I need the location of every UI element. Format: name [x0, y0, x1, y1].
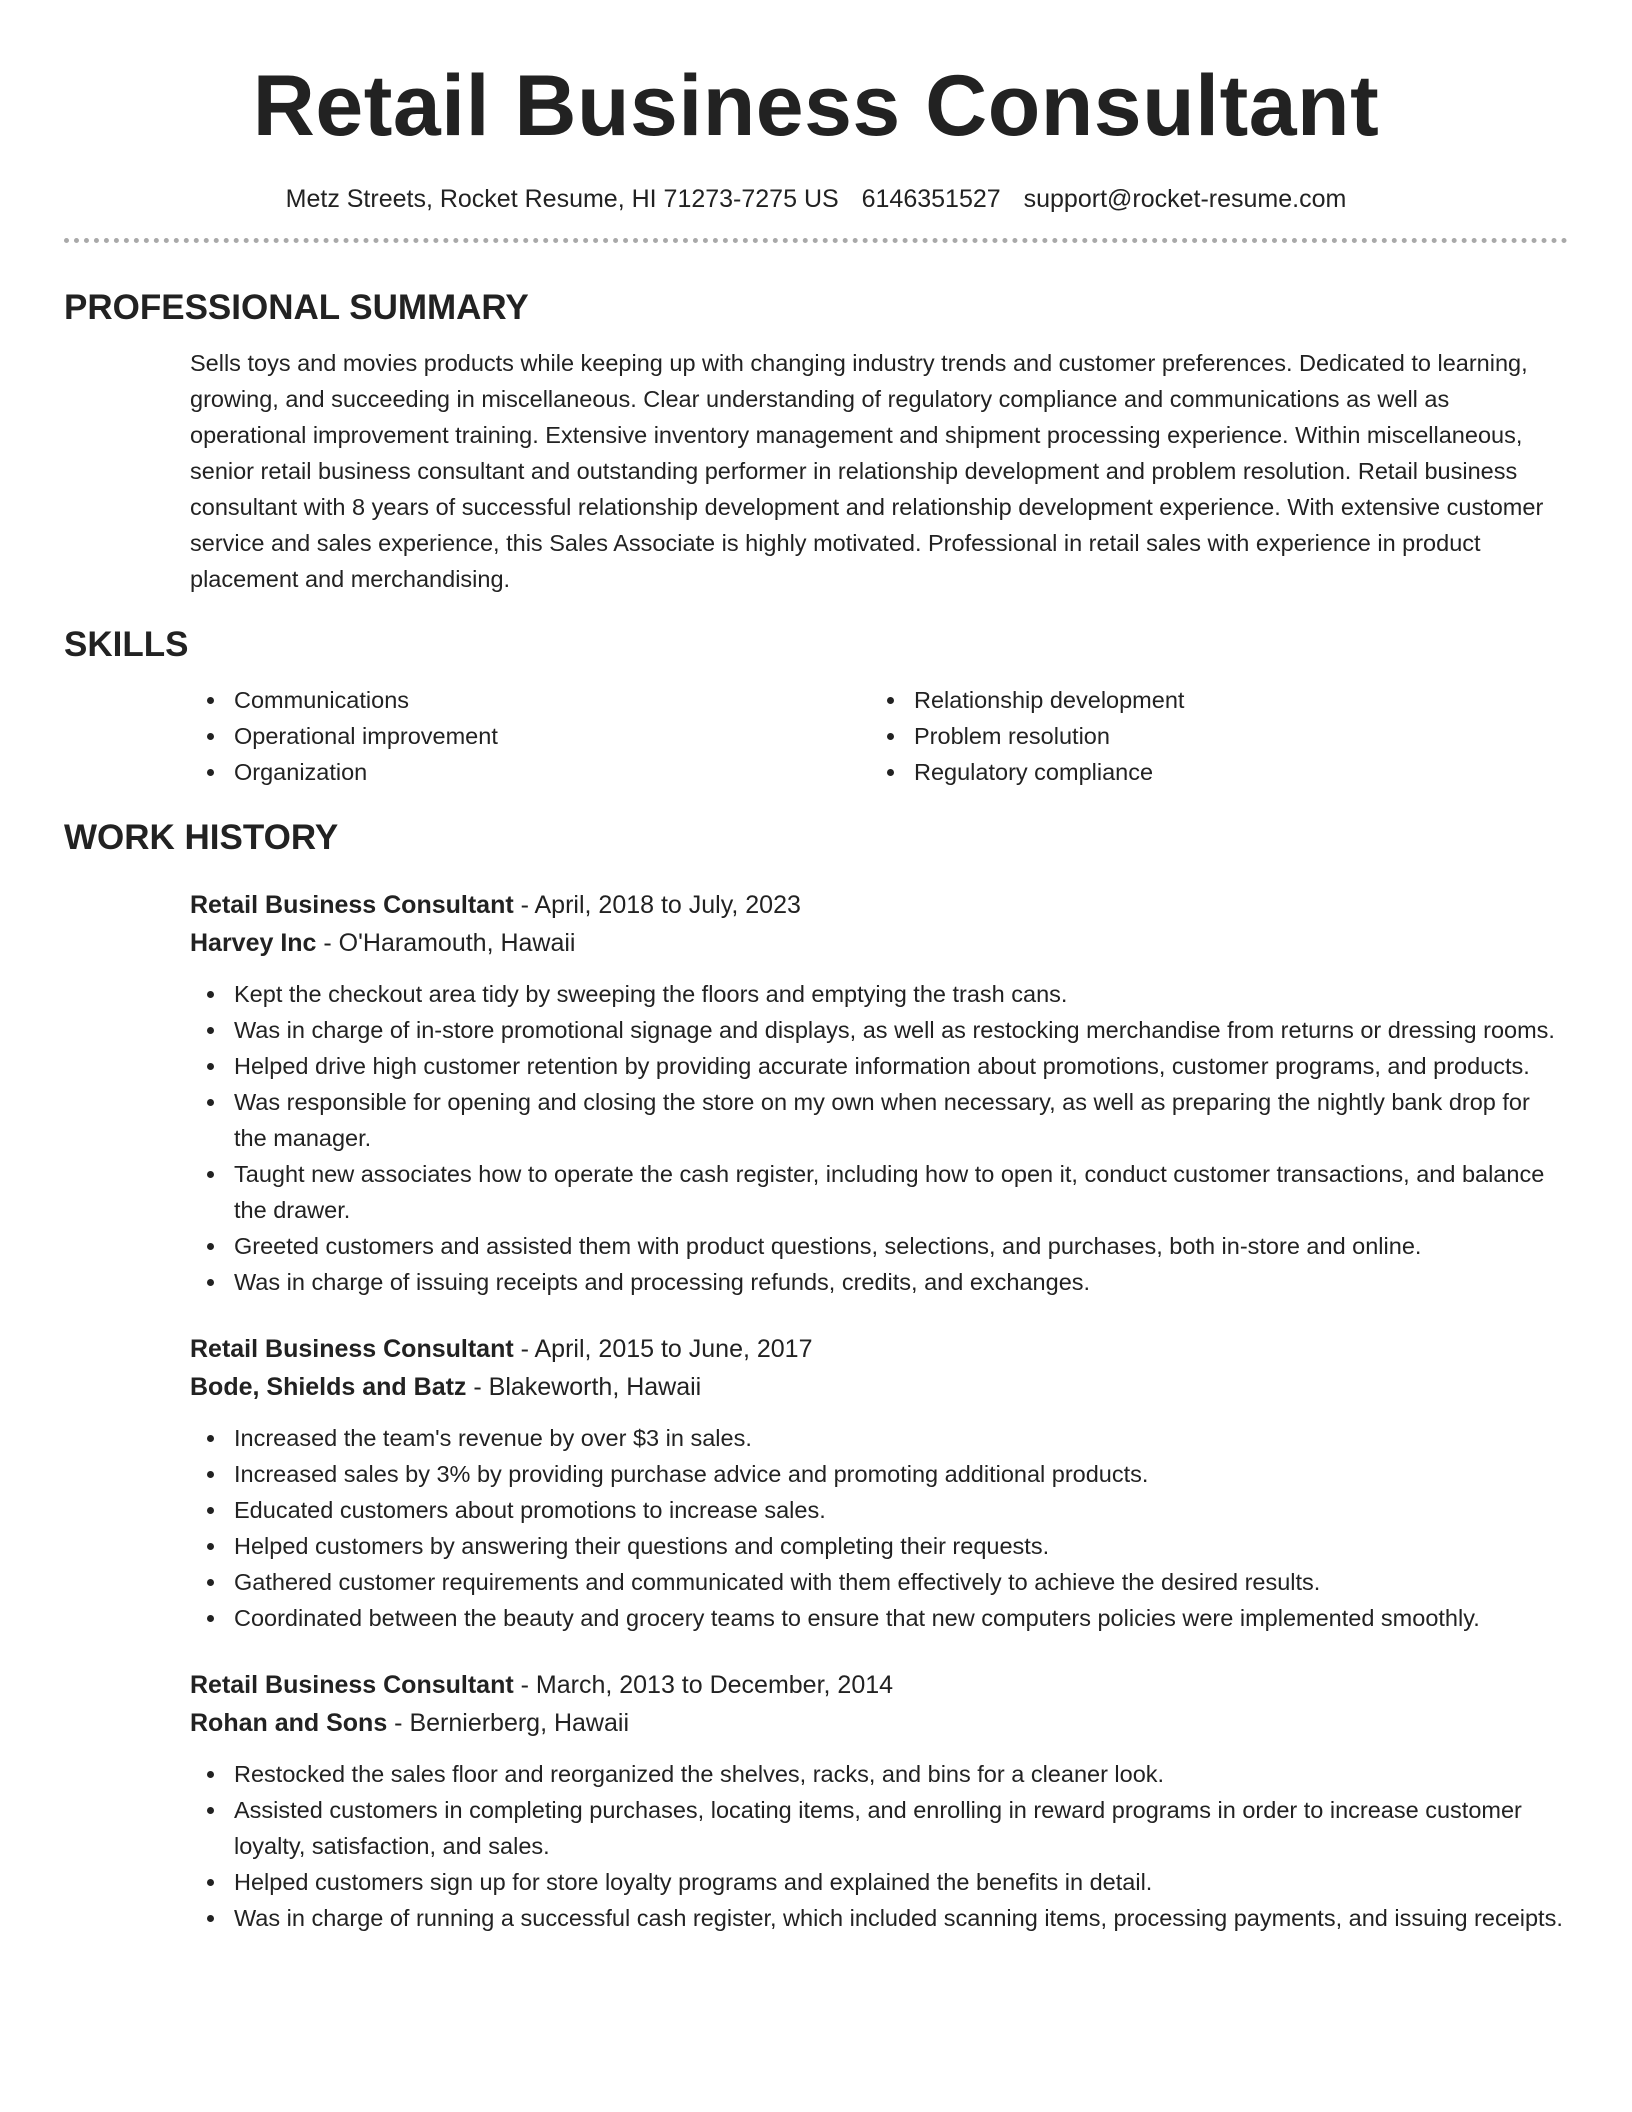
- skill-item: Regulatory compliance: [870, 754, 1550, 790]
- job-company: Rohan and Sons: [190, 1709, 388, 1737]
- job-bullet: Greeted customers and assisted them with product questions, selections, and purchases, both in-store and online.: [190, 1228, 1568, 1264]
- job-bullet: Restocked the sales floor and reorganized the shelves, racks, and bins for a cleaner look.: [190, 1756, 1568, 1792]
- contact-email: support@rocket-resume.com: [1023, 185, 1347, 213]
- section-title-work-history: WORK HISTORY: [64, 818, 339, 857]
- job-bullet: Was in charge of in-store promotional signage and displays, as well as restocking merchandise from returns or dressing rooms.: [190, 1012, 1568, 1048]
- job-bullet: Assisted customers in completing purchases, locating items, and enrolling in reward programs in order to increase customer loyalty, satisfaction, and sales.: [190, 1792, 1568, 1864]
- job-bullet: Helped customers sign up for store loyalty programs and explained the benefits in detail.: [190, 1864, 1568, 1900]
- job-location: - Blakeworth, Hawaii: [466, 1373, 702, 1401]
- job-location: - O'Haramouth, Hawaii: [316, 929, 576, 957]
- job-bullets: [190, 1420, 1568, 1636]
- job-bullet: Was responsible for opening and closing the store on my own when necessary, as well as preparing the nightly bank drop for the manager.: [190, 1084, 1568, 1156]
- candidate-name: Retail Business Consultant: [252, 58, 1380, 154]
- job-bullet: Increased the team's revenue by over $3 in sales.: [190, 1420, 1568, 1456]
- contact-phone: 6146351527: [861, 185, 1001, 213]
- job-title-line: [190, 1666, 1568, 1704]
- job-bullet: Kept the checkout area tidy by sweeping the floors and emptying the trash cans.: [190, 976, 1568, 1012]
- job-dates: - March, 2013 to December, 2014: [513, 1671, 894, 1699]
- skill-item: Organization: [190, 754, 870, 790]
- job-bullet: Was in charge of running a successful cash register, which included scanning items, processing payments, and issuing receipts.: [190, 1900, 1568, 1936]
- job-bullet: Helped drive high customer retention by providing accurate information about promotions, customer programs, and products.: [190, 1048, 1568, 1084]
- header-divider: [64, 238, 1568, 243]
- skill-item: Problem resolution: [870, 718, 1550, 754]
- job-entry: [64, 1666, 1568, 1936]
- job-entry: [64, 1330, 1568, 1636]
- job-bullets: [190, 976, 1568, 1300]
- job-company: Harvey Inc: [190, 929, 317, 957]
- job-company: Bode, Shields and Batz: [190, 1373, 467, 1401]
- job-company-line: [190, 1704, 1568, 1742]
- job-bullet: Coordinated between the beauty and grocery teams to ensure that new computers policies were implemented smoothly.: [190, 1600, 1568, 1636]
- skills-list: [64, 682, 1568, 790]
- contact-address: Metz Streets, Rocket Resume, HI 71273-7275 US: [285, 185, 839, 213]
- job-dates: - April, 2018 to July, 2023: [513, 891, 801, 919]
- job-company-line: [190, 924, 1568, 962]
- job-bullet: Educated customers about promotions to increase sales.: [190, 1492, 1568, 1528]
- job-title-line: [190, 1330, 1568, 1368]
- skill-item: Communications: [190, 682, 870, 718]
- job-bullet: Helped customers by answering their questions and completing their requests.: [190, 1528, 1568, 1564]
- job-title: Retail Business Consultant: [190, 1671, 514, 1699]
- job-dates: - April, 2015 to June, 2017: [513, 1335, 813, 1363]
- job-location: - Bernierberg, Hawaii: [387, 1709, 629, 1737]
- job-entry: [64, 886, 1568, 1300]
- job-title: Retail Business Consultant: [190, 1335, 514, 1363]
- job-title: Retail Business Consultant: [190, 891, 514, 919]
- summary-text: Sells toys and movies products while keeping up with changing industry trends and customer preferences. Dedicated to learning, growing, and succeeding in miscellaneous. Clear understanding of regulatory compliance and communications as well as operational improvement training. Extensive inventory management and shipment processing experience. Within miscellaneous, senior retail business consultant and outstanding performer in relationship development and problem resolution. Retail business consultant with 8 years of successful relationship development and relationship development experience. With extensive customer service and sales experience, this Sales Associate is highly motivated. Professional in retail sales with experience in product placement and merchandising.: [190, 350, 1544, 592]
- job-bullets: [190, 1756, 1568, 1936]
- job-title-line: [190, 886, 1568, 924]
- job-bullet: Was in charge of issuing receipts and processing refunds, credits, and exchanges.: [190, 1264, 1568, 1300]
- section-title-summary: PROFESSIONAL SUMMARY: [64, 288, 529, 327]
- skill-item: Relationship development: [870, 682, 1550, 718]
- skills-column-right: [870, 682, 1550, 790]
- job-bullet: Taught new associates how to operate the cash register, including how to open it, conduct customer transactions, and balance the drawer.: [190, 1156, 1568, 1228]
- skill-item: Operational improvement: [190, 718, 870, 754]
- job-bullet: Gathered customer requirements and communicated with them effectively to achieve the desired results.: [190, 1564, 1568, 1600]
- contact-line: [64, 184, 1568, 214]
- job-bullet: Increased sales by 3% by providing purchase advice and promoting additional products.: [190, 1456, 1568, 1492]
- section-title-skills: SKILLS: [64, 625, 189, 664]
- skills-column-left: [190, 682, 870, 790]
- job-company-line: [190, 1368, 1568, 1406]
